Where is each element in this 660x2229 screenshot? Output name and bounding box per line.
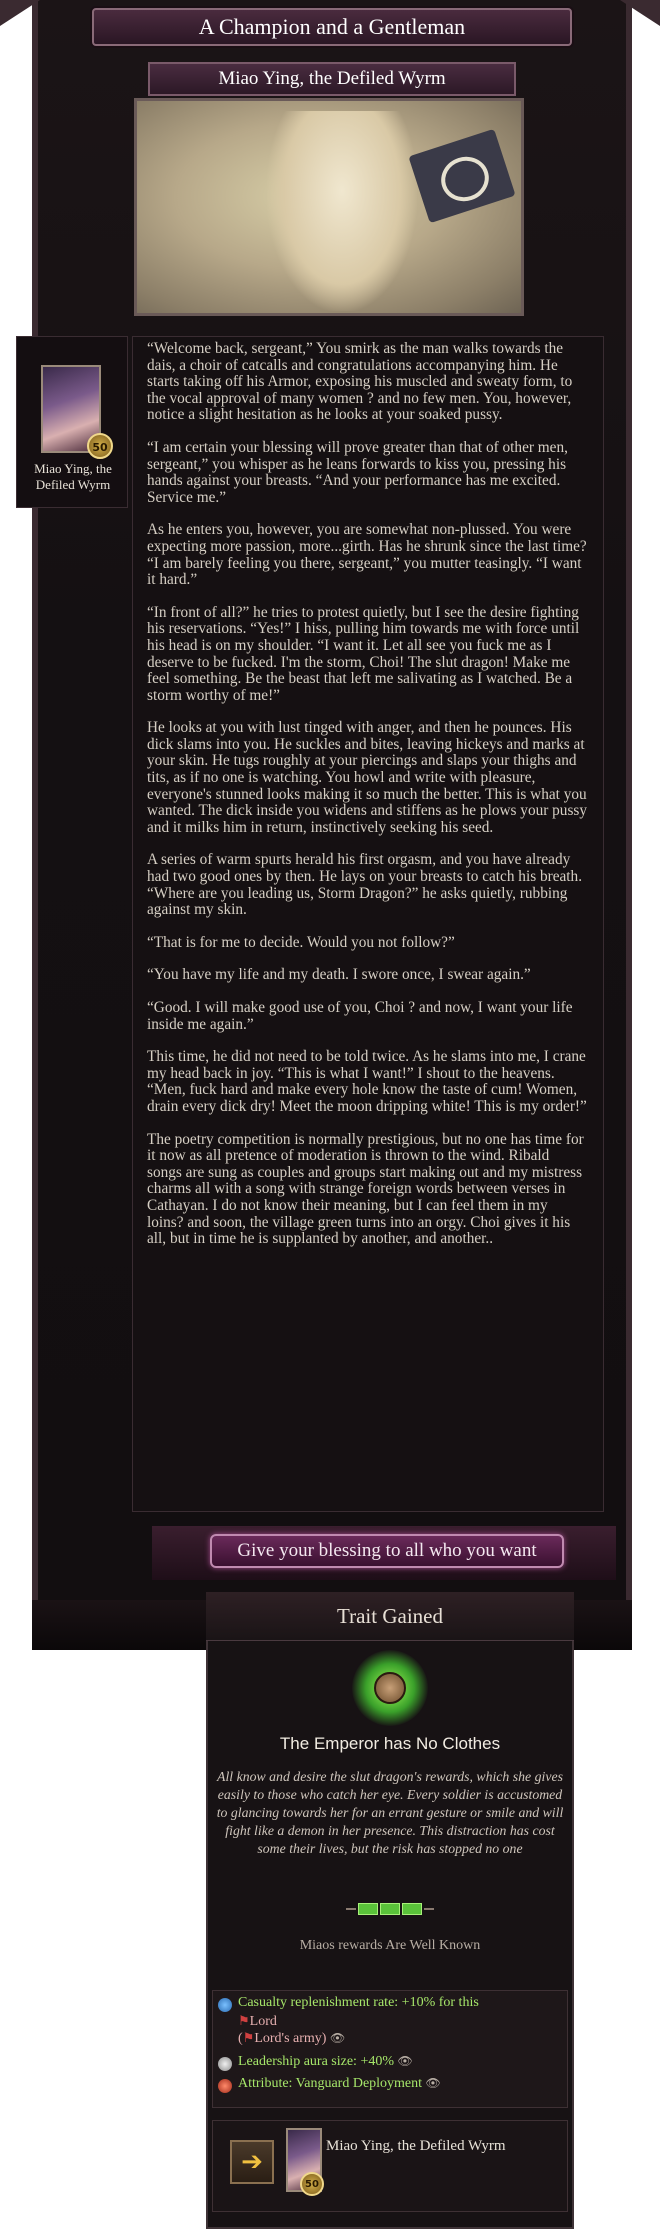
effect-lord-army-line — [238, 2030, 345, 2047]
leadership-label: Leadership aura size: +40% — [238, 2054, 394, 2069]
event-paragraph: “In front of all?” he tries to protest quietly, but I see the desire fighting his reservations. “Yes!” I hiss, pulling him towards me with force until his head is on my shoulder. “I want it. Let all see you fuck me as I deserve to be fucked. I'm the storm, Choi! The slut dragon! Make me feel something. Be the beast that left me salivating as I watched. Be a storm worthy of me!” — [147, 603, 580, 704]
event-text-panel — [132, 336, 604, 1512]
left-horn-ornament — [0, 0, 40, 26]
level-pip — [380, 1903, 400, 1915]
effect-casualty: Casualty replenishment rate: +10% for this — [238, 1995, 479, 2010]
right-horn-ornament — [620, 0, 660, 26]
effect-leadership — [238, 2054, 413, 2070]
lord-flag-icon: ⚑ — [242, 2030, 255, 2045]
attribute-label: Attribute: Vanguard Deployment — [238, 2076, 423, 2091]
trait-rewards-label: Miaos rewards Are Well Known — [299, 1938, 481, 1953]
leadership-icon — [218, 2057, 232, 2071]
lord-flag-icon: ⚑ — [238, 2013, 250, 2028]
event-paragraph: “Good. I will make good use of you, Choi ? and now, I want your life inside me again.” — [147, 999, 573, 1033]
character-name: Miao Ying, the Defiled Wyrm — [34, 461, 112, 492]
lord-label: Lord — [249, 2014, 277, 2029]
goto-character-arrow-icon[interactable]: ➔ — [230, 2140, 274, 2184]
illustration-figure — [267, 111, 417, 311]
level-bar-end — [424, 1908, 434, 1910]
eye-icon[interactable]: 👁 — [397, 2054, 413, 2068]
lord-army-label: Lord's army) — [254, 2031, 327, 2046]
trait-header: Trait Gained — [206, 1592, 574, 1641]
character-card[interactable] — [16, 336, 128, 508]
event-illustration — [134, 98, 524, 316]
effect-attribute — [238, 2076, 441, 2092]
event-paragraph: The poetry competition is normally prestigious, but no one has time for it now as all pretence of moderation is thrown to the wind. Ribald songs are sung as couples and groups start making out and my mistress charms all with a song with strange foreign words between verses in Cathayan. I do not know their meaning, but I can feel them in my loins? and soon, the village green turns into an orgy. Choi gives it his all, but in time he is supplanted by another, and another.. — [147, 1130, 584, 1248]
event-title: A Champion and a Gentleman — [92, 8, 572, 46]
eye-icon[interactable]: 👁 — [425, 2076, 441, 2090]
rank-badge: 50 — [87, 433, 113, 459]
event-paragraph: “Welcome back, sergeant,” You smirk as the man walks towards the dais, a choir of catcalls and congratulations accompanying him. He starts taking off his Armor, exposing his muscled and sweaty form, to the vocal approval of many women ? and no few men. You, however, notice a slight hesitation as he looks at your soaked pussy. — [147, 340, 573, 424]
event-paragraph: This time, he did not need to be told twice. As he slams into me, I crane my head back in joy. “This is what I want!” I shout to the heavens. “Men, fuck hard and make every hole know the taste of cum! Women, drain every dick dry! Meet the moon dripping white! This is my order!” — [147, 1048, 587, 1115]
trait-level-indicator — [346, 1900, 434, 1918]
event-paragraph: “I am certain your blessing will prove greater than that of other men, sergeant,” you whisper as he leans forwards to kiss you, pressing his hands against your breasts. “And your performance has me excited. Service me.” — [147, 438, 568, 506]
level-pip — [358, 1903, 378, 1915]
level-bar-end — [346, 1908, 356, 1910]
event-paragraph: A series of warm spurts herald his first orgasm, and you have already had two good ones by then. He lays on your breasts to catch his breath. “Where are you leading us, Storm Dragon?” he asks quietly, rubbing against my skin. — [147, 851, 583, 919]
choice-button[interactable]: Give your blessing to all who you want — [210, 1534, 564, 1568]
event-subtitle: Miao Ying, the Defiled Wyrm — [148, 62, 516, 96]
event-paragraph: He looks at you with lust tinged with anger, and then he pounces. His dick slams into you. He suckles and bites, leaving hickeys and marks at your skin. He tugs roughly at your piercings and slaps your thighs and tits, as if no one is watching. You howl and write with pleasure, everyone's stunned looks making it so much the better. This is what you wanted. The dick inside you widens and stiffens as he plows your pussy and it milks him in return, instinctively seeking his seed. — [147, 719, 588, 836]
event-paragraph: “You have my life and my death. I swore once, I swear again.” — [147, 966, 531, 984]
event-paragraph: “That is for me to decide. Would you not follow?” — [147, 933, 455, 951]
owner-name: Miao Ying, the Defiled Wyrm — [326, 2138, 506, 2154]
paren-open: ( — [238, 2031, 243, 2046]
trait-description: All know and desire the slut dragon's rewards, which she gives easily to those who catch her eye. Every soldier is accustomed to glancing towards her for an errant gesture or smile and will fight like a demon in her presence. This distraction has cost some their lives, but the risk has stopped no one — [216, 1769, 564, 1856]
effect-lord-line — [238, 2013, 277, 2030]
owner-rank-badge: 50 — [300, 2172, 324, 2196]
trait-name: The Emperor has No Clothes — [279, 1734, 501, 1753]
eye-icon[interactable]: 👁 — [329, 2031, 346, 2045]
event-paragraph: As he enters you, however, you are somewhat non-plussed. You were expecting more passion, more...girth. Has he shrunk since the last time? “I am barely feeling you there, sergeant,” you mutter teasingly. “I want it hard.” — [147, 521, 587, 589]
attribute-icon — [218, 2079, 232, 2093]
replenishment-icon — [218, 1998, 232, 2012]
level-pip — [402, 1903, 422, 1915]
trait-face-icon — [374, 1672, 406, 1704]
